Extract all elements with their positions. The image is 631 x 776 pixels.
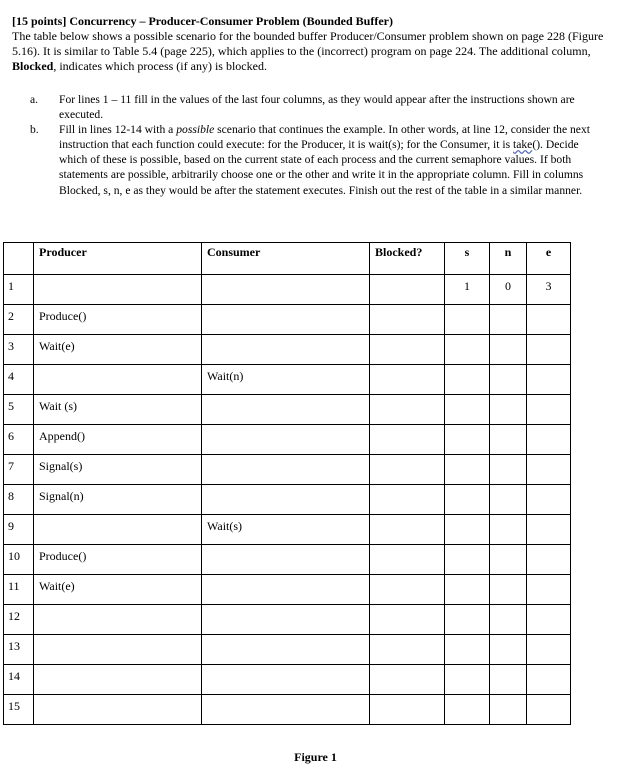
s-value-cell[interactable]	[445, 695, 490, 725]
consumer-cell[interactable]	[202, 395, 370, 425]
e-value-cell[interactable]: 3	[527, 275, 571, 305]
e-value-cell[interactable]	[527, 665, 571, 695]
e-value-cell[interactable]	[527, 425, 571, 455]
description-text-2: , indicates which process (if any) is blocked.	[53, 59, 267, 73]
table-row	[4, 485, 571, 515]
blocked-cell[interactable]	[370, 635, 445, 665]
table-row	[4, 335, 571, 365]
table-row	[4, 605, 571, 635]
blocked-cell[interactable]	[370, 515, 445, 545]
line-number-cell: 2	[4, 305, 34, 335]
line-number-cell: 10	[4, 545, 34, 575]
n-value-cell[interactable]	[490, 575, 527, 605]
e-value-cell[interactable]	[527, 545, 571, 575]
e-value-cell[interactable]	[527, 305, 571, 335]
table-row	[4, 275, 571, 305]
instruction-take-word: take	[513, 138, 533, 152]
n-value-cell[interactable]	[490, 425, 527, 455]
column-header-blocked: Blocked?	[370, 243, 445, 275]
s-value-cell[interactable]	[445, 515, 490, 545]
blocked-cell[interactable]	[370, 605, 445, 635]
table-row	[4, 305, 571, 335]
column-header-line	[4, 243, 34, 275]
n-value-cell[interactable]	[490, 485, 527, 515]
instruction-text	[59, 122, 600, 197]
instruction-text-part: scenario that continues the example. In other words, at line 12, consider the next instruction that each function could execute: for the Producer, it is wait(s); for the Consumer, it is	[59, 123, 590, 152]
problem-description	[12, 29, 616, 74]
line-number-cell: 9	[4, 515, 34, 545]
table-row	[4, 395, 571, 425]
s-value-cell[interactable]	[445, 485, 490, 515]
n-value-cell[interactable]	[490, 695, 527, 725]
blocked-cell[interactable]	[370, 305, 445, 335]
n-value-cell[interactable]	[490, 605, 527, 635]
producer-cell[interactable]: Signal(n)	[34, 485, 202, 515]
producer-cell[interactable]	[34, 515, 202, 545]
producer-cell[interactable]	[34, 365, 202, 395]
line-number-cell: 3	[4, 335, 34, 365]
line-number-cell: 12	[4, 605, 34, 635]
producer-cell[interactable]: Signal(s)	[34, 455, 202, 485]
s-value-cell[interactable]	[445, 395, 490, 425]
table-row	[4, 665, 571, 695]
line-number-cell: 1	[4, 275, 34, 305]
e-value-cell[interactable]	[527, 485, 571, 515]
consumer-cell[interactable]	[202, 305, 370, 335]
producer-cell[interactable]	[34, 605, 202, 635]
e-value-cell[interactable]	[527, 605, 571, 635]
producer-cell[interactable]	[34, 695, 202, 725]
description-bold-blocked: Blocked	[12, 59, 54, 73]
consumer-cell[interactable]	[202, 635, 370, 665]
s-value-cell[interactable]	[445, 305, 490, 335]
blocked-cell[interactable]	[370, 575, 445, 605]
s-value-cell[interactable]	[445, 635, 490, 665]
line-number-cell: 13	[4, 635, 34, 665]
n-value-cell[interactable]	[490, 635, 527, 665]
n-value-cell[interactable]	[490, 365, 527, 395]
instruction-list	[30, 92, 600, 198]
instruction-text: For lines 1 – 11 fill in the values of the last four columns, as they would appear after the instructions shown are executed.	[59, 93, 575, 122]
e-value-cell[interactable]	[527, 635, 571, 665]
line-number-cell: 15	[4, 695, 34, 725]
instruction-text-part: (). Decide which of these is possible, based on the current state of each process and the current semaphore values. If both statements are possible, arbitrarily choose one or the other and write it in the appropriate column. Fill in columns Blocked, s, n, e as they would be after the statement executes. Finish out the rest of the table in a similar manner.	[59, 138, 584, 197]
consumer-cell[interactable]: Wait(s)	[202, 515, 370, 545]
producer-cell[interactable]: Produce()	[34, 305, 202, 335]
line-number-cell: 6	[4, 425, 34, 455]
s-value-cell[interactable]: 1	[445, 275, 490, 305]
n-value-cell[interactable]	[490, 335, 527, 365]
blocked-cell[interactable]	[370, 455, 445, 485]
s-value-cell[interactable]	[445, 545, 490, 575]
problem-header	[12, 14, 616, 74]
n-value-cell[interactable]	[490, 665, 527, 695]
table-row	[4, 515, 571, 545]
description-text-1: The table below shows a possible scenario for the bounded buffer Producer/Consumer problem shown on page 228 (Figure 5.16). It is similar to Table 5.4 (page 225), which applies to the (incorrect) program on page 224. The additional column,	[12, 29, 604, 58]
table-row	[4, 365, 571, 395]
consumer-cell[interactable]	[202, 455, 370, 485]
s-value-cell[interactable]	[445, 665, 490, 695]
table-row	[4, 455, 571, 485]
table-header-row	[4, 243, 571, 275]
blocked-cell[interactable]	[370, 425, 445, 455]
producer-cell[interactable]: Wait(e)	[34, 335, 202, 365]
table-row	[4, 545, 571, 575]
producer-cell[interactable]	[34, 275, 202, 305]
s-value-cell[interactable]	[445, 335, 490, 365]
n-value-cell[interactable]: 0	[490, 275, 527, 305]
blocked-cell[interactable]	[370, 275, 445, 305]
consumer-cell[interactable]	[202, 425, 370, 455]
line-number-cell: 7	[4, 455, 34, 485]
instruction-letter: a.	[30, 93, 39, 106]
s-value-cell[interactable]	[445, 425, 490, 455]
blocked-cell[interactable]	[370, 335, 445, 365]
instruction-letter: b.	[30, 123, 39, 137]
s-value-cell[interactable]	[445, 605, 490, 635]
column-header-consumer: Consumer	[202, 243, 370, 275]
blocked-cell[interactable]	[370, 365, 445, 395]
table-row	[4, 635, 571, 665]
table-row	[4, 695, 571, 725]
e-value-cell[interactable]	[527, 455, 571, 485]
column-header-s: s	[445, 243, 490, 275]
blocked-cell[interactable]	[370, 485, 445, 515]
consumer-cell[interactable]: Wait(n)	[202, 365, 370, 395]
instruction-item-a	[30, 92, 600, 122]
column-header-n: n	[490, 243, 527, 275]
producer-cell[interactable]: Wait (s)	[34, 395, 202, 425]
consumer-cell[interactable]	[202, 665, 370, 695]
column-header-e: e	[527, 243, 571, 275]
instruction-item-b	[30, 122, 600, 197]
table-body	[4, 275, 571, 725]
line-number-cell: 14	[4, 665, 34, 695]
n-value-cell[interactable]	[490, 395, 527, 425]
table-row	[4, 425, 571, 455]
producer-cell[interactable]	[34, 635, 202, 665]
line-number-cell: 11	[4, 575, 34, 605]
column-header-producer: Producer	[34, 243, 202, 275]
producer-cell[interactable]: Produce()	[34, 545, 202, 575]
producer-cell[interactable]: Append()	[34, 425, 202, 455]
line-number-cell: 8	[4, 485, 34, 515]
instruction-text-part: Fill in lines 12-14 with a	[59, 123, 177, 137]
figure-caption: Figure 1	[294, 750, 337, 764]
consumer-cell[interactable]	[202, 605, 370, 635]
problem-title: [15 points] Concurrency – Producer-Consumer Problem (Bounded Buffer)	[12, 14, 393, 28]
producer-cell[interactable]	[34, 665, 202, 695]
n-value-cell[interactable]	[490, 305, 527, 335]
e-value-cell[interactable]	[527, 335, 571, 365]
e-value-cell[interactable]	[527, 515, 571, 545]
producer-cell[interactable]: Wait(e)	[34, 575, 202, 605]
consumer-cell[interactable]	[202, 695, 370, 725]
n-value-cell[interactable]	[490, 455, 527, 485]
n-value-cell[interactable]	[490, 545, 527, 575]
consumer-cell[interactable]	[202, 575, 370, 605]
n-value-cell[interactable]	[490, 515, 527, 545]
s-value-cell[interactable]	[445, 365, 490, 395]
s-value-cell[interactable]	[445, 455, 490, 485]
e-value-cell[interactable]	[527, 365, 571, 395]
s-value-cell[interactable]	[445, 575, 490, 605]
consumer-cell[interactable]	[202, 275, 370, 305]
consumer-cell[interactable]	[202, 485, 370, 515]
table-row	[4, 575, 571, 605]
scenario-table	[3, 242, 571, 725]
consumer-cell[interactable]	[202, 335, 370, 365]
blocked-cell[interactable]	[370, 695, 445, 725]
blocked-cell[interactable]	[370, 395, 445, 425]
line-number-cell: 4	[4, 365, 34, 395]
line-number-cell: 5	[4, 395, 34, 425]
instruction-italic-possible: possible	[176, 123, 215, 137]
consumer-cell[interactable]	[202, 545, 370, 575]
e-value-cell[interactable]	[527, 575, 571, 605]
e-value-cell[interactable]	[527, 395, 571, 425]
blocked-cell[interactable]	[370, 665, 445, 695]
blocked-cell[interactable]	[370, 545, 445, 575]
e-value-cell[interactable]	[527, 695, 571, 725]
